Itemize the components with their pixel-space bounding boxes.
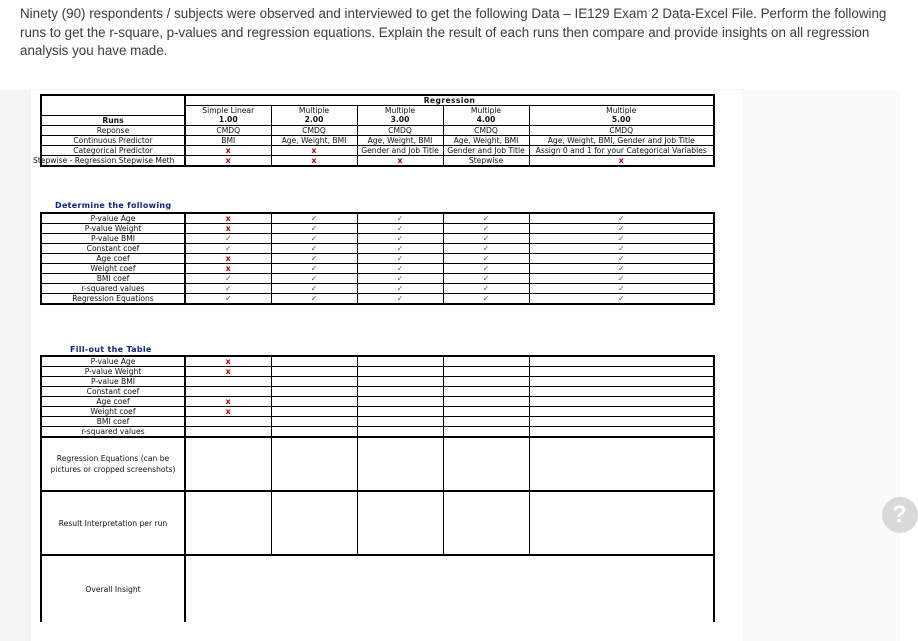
fill-input-cell[interactable] xyxy=(443,407,529,417)
fill-input-cell[interactable] xyxy=(529,417,714,427)
col1-categorical: x xyxy=(185,145,271,155)
check-mark-icon: ✓ xyxy=(529,213,714,224)
fill-input-cell[interactable] xyxy=(271,397,357,407)
col4-continuous: Age, Weight, BMI xyxy=(443,135,529,145)
check-mark-icon: ✓ xyxy=(271,284,357,294)
fill-row-label: P-value Weight xyxy=(41,367,185,377)
col4-response: CMDQ xyxy=(443,125,529,135)
fill-input-cell[interactable] xyxy=(271,407,357,417)
col3-run: 3.00 xyxy=(357,115,443,125)
header-table xyxy=(33,94,715,167)
col2-categorical: x xyxy=(271,145,357,155)
fill-row-label: r-squared values xyxy=(41,427,185,438)
check-mark-icon: ✓ xyxy=(443,274,529,284)
equation-cell-1[interactable] xyxy=(185,437,271,491)
x-mark-icon: x xyxy=(185,224,271,234)
fill-title: Fill-out the Table xyxy=(70,345,152,354)
x-mark-icon: x xyxy=(185,397,271,407)
fill-input-cell[interactable] xyxy=(271,417,357,427)
check-mark-icon: ✓ xyxy=(271,224,357,234)
fill-row-label: Constant coef xyxy=(41,387,185,397)
check-mark-icon: ✓ xyxy=(529,284,714,294)
runs-label: Runs xyxy=(41,115,185,125)
check-mark-icon: ✓ xyxy=(357,213,443,224)
interpretation-cell-4[interactable] xyxy=(443,491,529,555)
check-mark-icon: ✓ xyxy=(185,244,271,254)
check-mark-icon: ✓ xyxy=(443,224,529,234)
fill-row-label: Age coef xyxy=(41,397,185,407)
col3-response: CMDQ xyxy=(357,125,443,135)
col1-stepwise: x xyxy=(185,155,271,166)
interpretation-cell-2[interactable] xyxy=(271,491,357,555)
check-mark-icon: ✓ xyxy=(529,294,714,305)
determine-row-label: Regression Equations xyxy=(41,294,185,305)
fill-input-cell[interactable] xyxy=(185,427,271,438)
col2-type: Multiple xyxy=(271,106,357,116)
fill-input-cell[interactable] xyxy=(357,367,443,377)
fill-input-cell[interactable] xyxy=(271,427,357,438)
col5-type: Multiple xyxy=(529,106,714,116)
col1-type: Simple Linear xyxy=(185,106,271,116)
determine-row-label: Age coef xyxy=(41,254,185,264)
col2-response: CMDQ xyxy=(271,125,357,135)
col5-continuous: Age, Weight, BMI, Gender and Job Title xyxy=(529,135,714,145)
sheet-left-margin xyxy=(0,90,31,641)
fill-row-label: P-value Age xyxy=(41,356,185,367)
col4-run: 4.00 xyxy=(443,115,529,125)
interpretation-cell-3[interactable] xyxy=(357,491,443,555)
check-mark-icon: ✓ xyxy=(271,294,357,305)
determine-row-label: BMI coef xyxy=(41,274,185,284)
interpretation-cell-1[interactable] xyxy=(185,491,271,555)
col2-run: 2.00 xyxy=(271,115,357,125)
col5-response: CMDQ xyxy=(529,125,714,135)
check-mark-icon: ✓ xyxy=(271,234,357,244)
check-mark-icon: ✓ xyxy=(443,264,529,274)
determine-row-label: P-value Weight xyxy=(41,224,185,234)
fill-input-cell[interactable] xyxy=(185,417,271,427)
x-mark-icon: x xyxy=(185,254,271,264)
interpretation-cell-5[interactable] xyxy=(529,491,714,555)
fill-input-cell[interactable] xyxy=(529,356,714,367)
fill-input-cell[interactable] xyxy=(443,377,529,387)
fill-input-cell[interactable] xyxy=(443,417,529,427)
col5-run: 5.00 xyxy=(529,115,714,125)
fill-input-cell[interactable] xyxy=(357,397,443,407)
sheet-right-margin xyxy=(743,90,900,641)
check-mark-icon: ✓ xyxy=(529,234,714,244)
insight-cell[interactable] xyxy=(185,555,714,622)
check-mark-icon: ✓ xyxy=(529,254,714,264)
determine-table xyxy=(40,212,715,305)
x-mark-icon: x xyxy=(185,407,271,417)
fill-input-cell[interactable] xyxy=(357,377,443,387)
col5-categorical: Assign 0 and 1 for your Categorical Variables xyxy=(529,145,714,155)
col3-stepwise: x xyxy=(357,155,443,166)
fill-input-cell[interactable] xyxy=(443,356,529,367)
fill-row-label: P-value BMI xyxy=(41,377,185,387)
check-mark-icon: ✓ xyxy=(271,213,357,224)
check-mark-icon: ✓ xyxy=(185,234,271,244)
fill-input-cell[interactable] xyxy=(185,387,271,397)
check-mark-icon: ✓ xyxy=(185,294,271,305)
check-mark-icon: ✓ xyxy=(185,284,271,294)
stepwise-label: Stepwise - Regression Stepwise Meth xyxy=(41,155,185,166)
fill-input-cell[interactable] xyxy=(185,377,271,387)
check-mark-icon: ✓ xyxy=(357,284,443,294)
check-mark-icon: ✓ xyxy=(357,224,443,234)
determine-title: Determine the following xyxy=(55,201,172,210)
fill-input-cell[interactable] xyxy=(271,367,357,377)
col5-stepwise: x xyxy=(529,155,714,166)
check-mark-icon: ✓ xyxy=(357,254,443,264)
check-mark-icon: ✓ xyxy=(357,244,443,254)
determine-row-label: P-value Age xyxy=(41,213,185,224)
interpretation-label: Result Interpretation per run xyxy=(41,491,185,555)
check-mark-icon: ✓ xyxy=(529,274,714,284)
fill-row-label: BMI coef xyxy=(41,417,185,427)
x-mark-icon: x xyxy=(185,264,271,274)
equations-label: Regression Equations (can be pictures or cropped screenshots) xyxy=(41,437,185,491)
fill-input-cell[interactable] xyxy=(357,407,443,417)
fill-input-cell[interactable] xyxy=(443,427,529,438)
check-mark-icon: ✓ xyxy=(529,264,714,274)
col2-continuous: Age, Weight, BMI xyxy=(271,135,357,145)
col1-run: 1.00 xyxy=(185,115,271,125)
check-mark-icon: ✓ xyxy=(271,264,357,274)
fill-input-cell[interactable] xyxy=(271,356,357,367)
check-mark-icon: ✓ xyxy=(185,274,271,284)
col4-type: Multiple xyxy=(443,106,529,116)
equation-cell-3[interactable] xyxy=(357,437,443,491)
continuous-label: Continuous Predictor xyxy=(41,135,185,145)
col3-type: Multiple xyxy=(357,106,443,116)
fill-input-cell[interactable] xyxy=(529,377,714,387)
fill-input-cell[interactable] xyxy=(443,367,529,377)
determine-row-label: r-squared values xyxy=(41,284,185,294)
check-mark-icon: ✓ xyxy=(271,244,357,254)
question-text: Ninety (90) respondents / subjects were observed and interviewed to get the following Data – IE129 Exam 2 Data-Excel File. Perform the following runs to get the r-square, p-values and regression equations. Explain the result of each runs then compare and provide insights on all regression analysis you have made. xyxy=(20,6,887,59)
help-icon[interactable]: ? xyxy=(882,497,918,533)
col4-categorical: Gender and Job Title xyxy=(443,145,529,155)
check-mark-icon: ✓ xyxy=(271,274,357,284)
fill-table xyxy=(40,355,715,622)
col1-response: CMDQ xyxy=(185,125,271,135)
col3-categorical: Gender and Job Title xyxy=(357,145,443,155)
fill-input-cell[interactable] xyxy=(529,397,714,407)
categorical-label: Categorical Predictor xyxy=(41,145,185,155)
check-mark-icon: ✓ xyxy=(443,213,529,224)
determine-row-label: Constant coef xyxy=(41,244,185,254)
determine-row-label: Weight coef xyxy=(41,264,185,274)
fill-input-cell[interactable] xyxy=(357,356,443,367)
check-mark-icon: ✓ xyxy=(443,284,529,294)
fill-row-label: Weight coef xyxy=(41,407,185,417)
check-mark-icon: ✓ xyxy=(443,294,529,305)
col1-continuous: BMI xyxy=(185,135,271,145)
fill-input-cell[interactable] xyxy=(271,387,357,397)
check-mark-icon: ✓ xyxy=(357,264,443,274)
check-mark-icon: ✓ xyxy=(443,254,529,264)
check-mark-icon: ✓ xyxy=(529,244,714,254)
fill-input-cell[interactable] xyxy=(357,427,443,438)
col4-stepwise: Stepwise xyxy=(443,155,529,166)
fill-input-cell[interactable] xyxy=(357,387,443,397)
check-mark-icon: ✓ xyxy=(357,274,443,284)
check-mark-icon: ✓ xyxy=(529,224,714,234)
fill-input-cell[interactable] xyxy=(529,367,714,377)
equation-cell-4[interactable] xyxy=(443,437,529,491)
col3-continuous: Age, Weight, BMI xyxy=(357,135,443,145)
check-mark-icon: ✓ xyxy=(357,234,443,244)
check-mark-icon: ✓ xyxy=(357,294,443,305)
col2-stepwise: x xyxy=(271,155,357,166)
x-mark-icon: x xyxy=(185,213,271,224)
x-mark-icon: x xyxy=(185,356,271,367)
determine-row-label: P-value BMI xyxy=(41,234,185,244)
fill-input-cell[interactable] xyxy=(443,397,529,407)
fill-input-cell[interactable] xyxy=(529,387,714,397)
fill-input-cell[interactable] xyxy=(529,407,714,417)
fill-input-cell[interactable] xyxy=(357,417,443,427)
regression-header: Regression xyxy=(185,95,714,106)
x-mark-icon: x xyxy=(185,367,271,377)
equation-cell-5[interactable] xyxy=(529,437,714,491)
check-mark-icon: ✓ xyxy=(443,234,529,244)
fill-input-cell[interactable] xyxy=(443,387,529,397)
fill-input-cell[interactable] xyxy=(271,377,357,387)
check-mark-icon: ✓ xyxy=(443,244,529,254)
equation-cell-2[interactable] xyxy=(271,437,357,491)
response-label: Reponse xyxy=(41,125,185,135)
check-mark-icon: ✓ xyxy=(271,254,357,264)
fill-input-cell[interactable] xyxy=(529,427,714,438)
insight-label: Overall Insight xyxy=(41,555,185,622)
